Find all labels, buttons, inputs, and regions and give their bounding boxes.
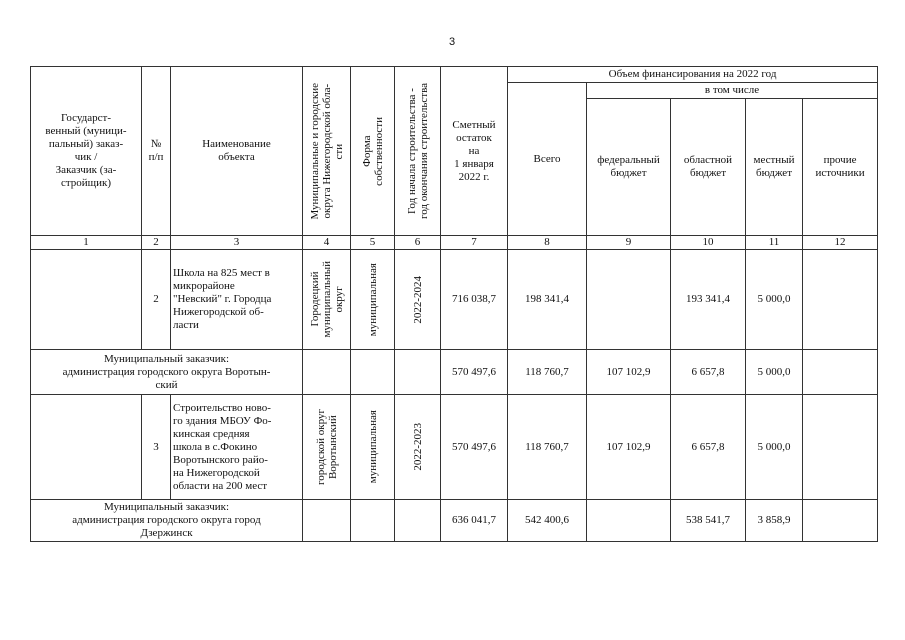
cell-total: 118 760,7 — [508, 395, 587, 500]
cell-municipality: городской округ Воротынский — [303, 395, 351, 500]
col-number: 8 — [508, 236, 587, 250]
cell-years: 2022-2023 — [395, 395, 441, 500]
header-other: прочие источники — [803, 99, 878, 236]
cell-ownership: муниципальная — [351, 395, 395, 500]
cell-other — [803, 350, 878, 395]
header-years: Год начала строительства - год окончания строительства — [395, 67, 441, 236]
cell-estimate: 636 041,7 — [441, 500, 508, 542]
cell-local: 5 000,0 — [746, 395, 803, 500]
cell-ownership — [351, 500, 395, 542]
header-ownership: Форма собственности — [351, 67, 395, 236]
cell-federal: 107 102,9 — [587, 350, 671, 395]
cell-object-name: Школа на 825 мест в микрорайоне "Невский" г. Городца Нижегородской об- ласти — [171, 250, 303, 350]
cell-federal: 107 102,9 — [587, 395, 671, 500]
cell-local: 3 858,9 — [746, 500, 803, 542]
cell-regional: 6 657,8 — [671, 350, 746, 395]
cell-other — [803, 250, 878, 350]
cell-municipality — [303, 350, 351, 395]
funding-table — [30, 66, 878, 542]
column-number-row — [31, 236, 878, 250]
header-index: № п/п — [142, 67, 171, 236]
header-federal: федеральный бюджет — [587, 99, 671, 236]
header-total: Всего — [508, 83, 587, 236]
cell-federal — [587, 500, 671, 542]
col-number: 4 — [303, 236, 351, 250]
cell-municipality: Городецкий муниципальный округ — [303, 250, 351, 350]
cell-years — [395, 500, 441, 542]
table-row — [31, 500, 878, 542]
col-number: 11 — [746, 236, 803, 250]
cell-index: 3 — [142, 395, 171, 500]
cell-customer — [31, 250, 142, 350]
cell-index: 2 — [142, 250, 171, 350]
col-number: 1 — [31, 236, 142, 250]
col-number: 6 — [395, 236, 441, 250]
cell-regional: 6 657,8 — [671, 395, 746, 500]
cell-total: 198 341,4 — [508, 250, 587, 350]
cell-total: 118 760,7 — [508, 350, 587, 395]
cell-other — [803, 500, 878, 542]
header-local: местный бюджет — [746, 99, 803, 236]
cell-customer — [31, 395, 142, 500]
col-number: 5 — [351, 236, 395, 250]
col-number: 9 — [587, 236, 671, 250]
cell-ownership: муниципальная — [351, 250, 395, 350]
cell-customer: Муниципальный заказчик: администрация городского округа Воротын- ский — [31, 350, 303, 395]
col-number: 12 — [803, 236, 878, 250]
header-customer: Государст- венный (муници- пальный) заказ- чик / Заказчик (за- стройщик) — [31, 67, 142, 236]
cell-federal — [587, 250, 671, 350]
header-regional: областной бюджет — [671, 99, 746, 236]
cell-regional: 193 341,4 — [671, 250, 746, 350]
cell-customer: Муниципальный заказчик: администрация городского округа город Дзержинск — [31, 500, 303, 542]
cell-estimate: 570 497,6 — [441, 395, 508, 500]
page-number: 3 — [448, 36, 456, 48]
header-funding-volume: Объем финансирования на 2022 год — [508, 67, 878, 83]
header-municipality: Муниципальные и городские округа Нижегородской обла- сти — [303, 67, 351, 236]
cell-municipality — [303, 500, 351, 542]
col-number: 7 — [441, 236, 508, 250]
table-row — [31, 350, 878, 395]
cell-total: 542 400,6 — [508, 500, 587, 542]
cell-other — [803, 395, 878, 500]
col-number: 2 — [142, 236, 171, 250]
col-number: 10 — [671, 236, 746, 250]
table-row — [31, 395, 878, 500]
cell-estimate: 716 038,7 — [441, 250, 508, 350]
cell-estimate: 570 497,6 — [441, 350, 508, 395]
table-row — [31, 250, 878, 350]
col-number: 3 — [171, 236, 303, 250]
cell-local: 5 000,0 — [746, 250, 803, 350]
header-object-name: Наименование объекта — [171, 67, 303, 236]
cell-years — [395, 350, 441, 395]
cell-years: 2022-2024 — [395, 250, 441, 350]
header-row-1 — [31, 67, 878, 83]
cell-object-name: Строительство ново- го здания МБОУ Фо- кинская средняя школа в с.Фокино Воротынского райо- на Нижегородской области на 200 мест — [171, 395, 303, 500]
cell-ownership — [351, 350, 395, 395]
header-including: в том числе — [587, 83, 878, 99]
cell-local: 5 000,0 — [746, 350, 803, 395]
cell-regional: 538 541,7 — [671, 500, 746, 542]
header-estimate: Сметный остаток на 1 января 2022 г. — [441, 67, 508, 236]
